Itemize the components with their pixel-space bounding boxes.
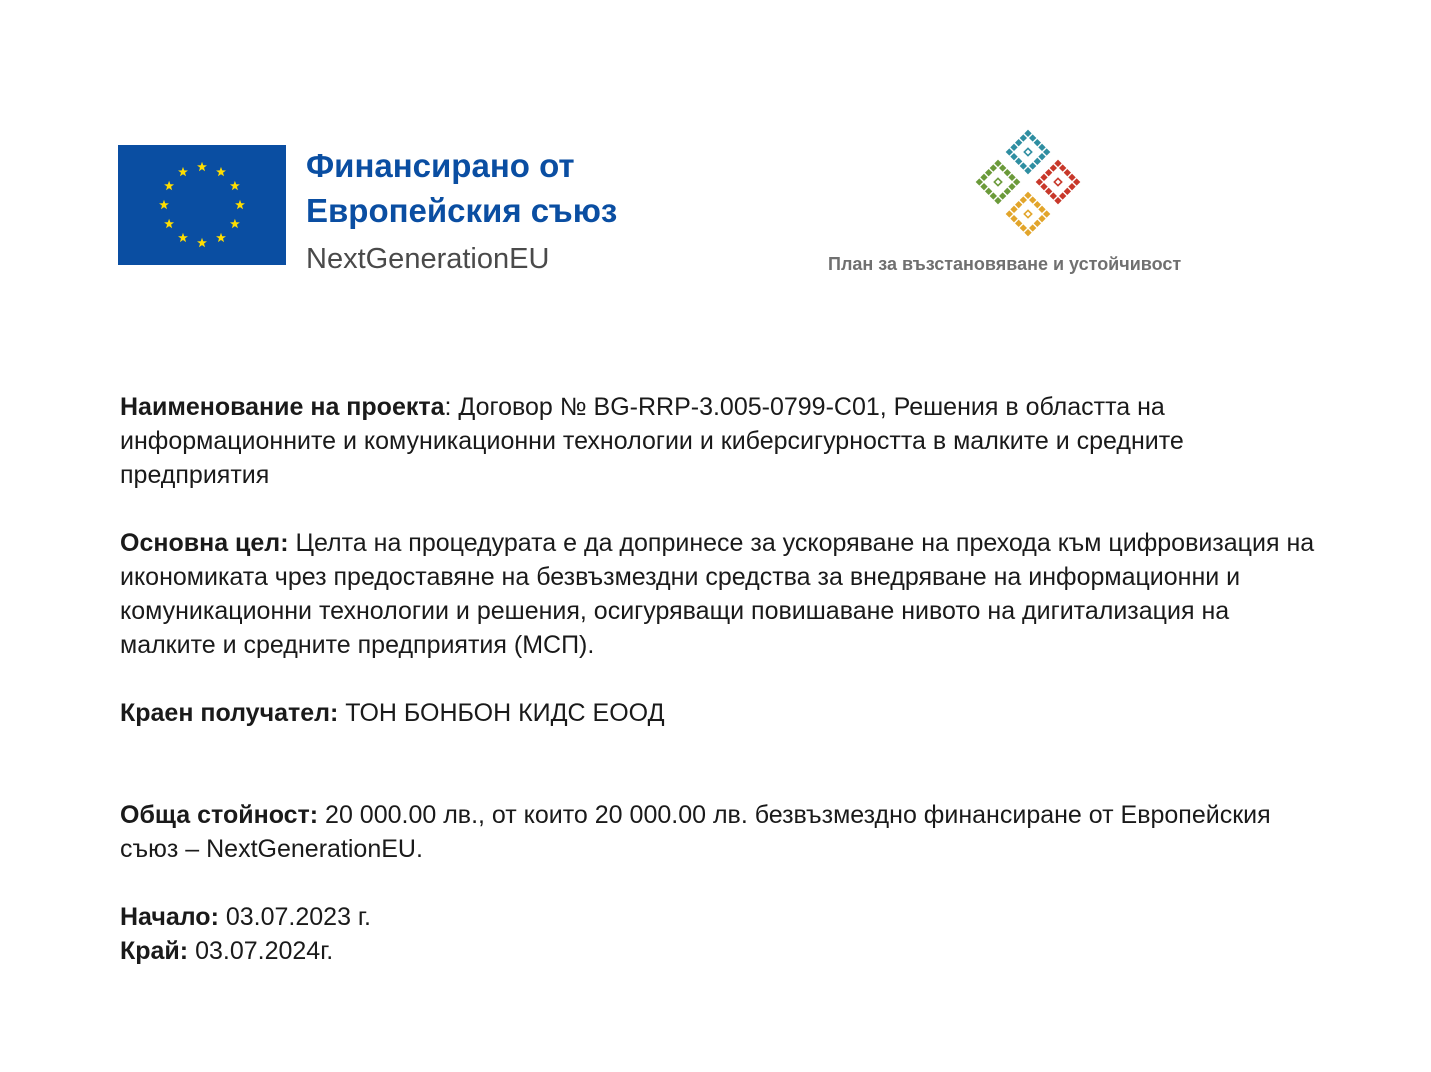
recovery-plan-caption: План за възстановяване и устойчивост — [828, 254, 1182, 274]
end-value: 03.07.2024г. — [188, 937, 334, 965]
project-goal-label: Основна цел: — [120, 529, 289, 557]
start-value: 03.07.2023 г. — [218, 903, 371, 931]
project-name — [120, 390, 1320, 492]
eu-funding-text — [306, 143, 617, 281]
project-end — [120, 934, 1320, 968]
end-label: Край: — [120, 937, 189, 965]
eu-funding-logo — [118, 145, 617, 281]
beneficiary-label: Краен получател: — [120, 699, 339, 727]
project-info — [120, 390, 1320, 968]
project-name-label: Наименование на проекта — [120, 393, 445, 421]
eu-funding-line1: Финансирано от — [306, 147, 575, 184]
start-label: Начало: — [120, 903, 219, 931]
ornament-right — [1036, 160, 1081, 205]
project-total-value — [120, 798, 1320, 866]
ornament-top — [1006, 130, 1051, 175]
ornament-bottom — [1006, 192, 1051, 237]
project-name-value: : Договор № BG-RRP-3.005-0799-C01, Решения в областта на информационните и комуникационни технологии и киберсигурността в малките и средните предприятия — [120, 393, 1184, 489]
project-beneficiary — [120, 696, 1320, 730]
ornament-left — [976, 160, 1021, 205]
beneficiary-value: ТОН БОНБОН КИДС ЕООД — [338, 699, 665, 727]
total-value-label: Обща стойност: — [120, 801, 319, 829]
project-goal — [120, 526, 1320, 662]
recovery-plan-logo-icon — [960, 122, 1096, 246]
project-start — [120, 900, 1320, 934]
eu-flag-icon — [118, 145, 286, 265]
eu-funding-line3: NextGenerationEU — [306, 243, 550, 275]
eu-funding-line2: Европейския съюз — [306, 192, 618, 229]
project-goal-value: Целта на процедурата е да допринесе за ускоряване на прехода към цифровизация на икономиката чрез предоставяне на безвъзмездни средства за внедряване на информационни и комуникационни технологии и решения, осигуряващи повишаване нивото на дигитализация на малките и средните предприятия (МСП). — [120, 529, 1315, 659]
total-value-value: 20 000.00 лв., от които 20 000.00 лв. безвъзмездно финансиране от Европейския съюз – NextGenerationEU. — [120, 801, 1271, 863]
